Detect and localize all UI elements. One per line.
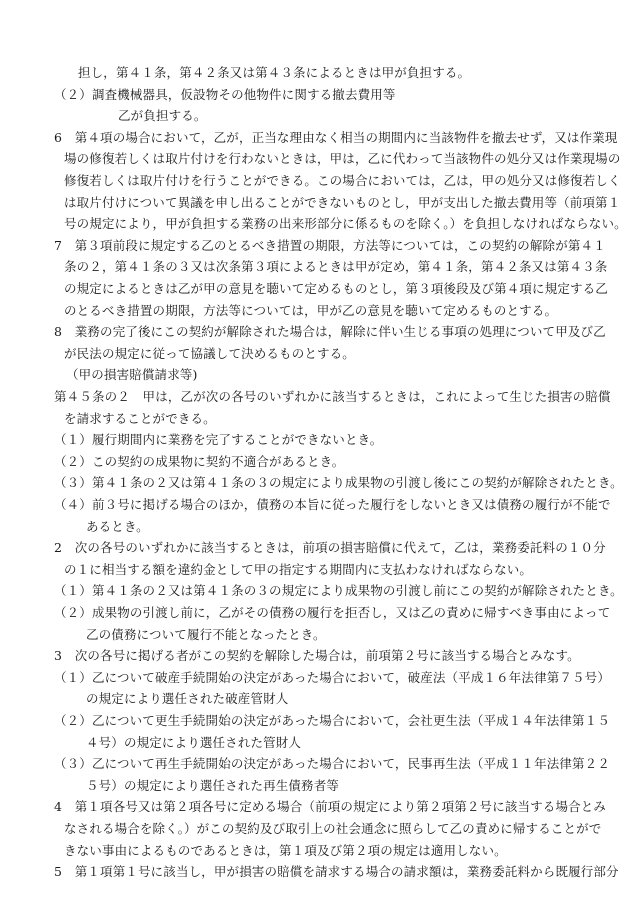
text-line: の１に相当する額を違約金として甲の指定する期間内に支払わなければならない。 (64, 561, 533, 577)
text-line: 2 次の各号のいずれかに該当するときは，前項の損害賠償に代えて，乙は，業務委託料の１０分 (54, 540, 606, 556)
text-line: 号の規定により，甲が負担する業務の出来形部分に係るものを除く。）を負担しなければならない。 (64, 216, 627, 232)
text-line: （１）履行期間内に業務を完了することができないとき。 (54, 432, 383, 448)
text-line: 7 第３項前段に規定する乙のとるべき措置の期限，方法等については，この契約の解除が第４１ (54, 237, 606, 253)
text-line: 6 第４項の場合において，乙が，正当な理由なく相当の期間内に当該物件を撤去せず，又は作業現 (54, 129, 618, 145)
text-line: （３）第４１条の２又は第４１条の３の規定により成果物の引渡し後にこの契約が解除されたとき。 (54, 475, 623, 491)
text-line: （２）成果物の引渡し前に，乙がその債務の履行を拒否し，又は乙の責めに帰すべき事由によって (54, 605, 611, 620)
text-line: ５号）の規定により選任された再生債務者等 (86, 777, 340, 793)
text-line: 5 第１項第１号に該当し，甲が損害の賠償を請求する場合の請求額は，業務委託料から既履行部分 (54, 864, 619, 880)
text-line: （２）乙について更生手続開始の決定があった場合において，会社更生法（平成１４年法律第１５ (54, 713, 610, 728)
article-heading: 第４５条の２ 甲は，乙が次の各号のいずれかに該当するときは，これによって生じた損害の賠償 (54, 389, 611, 404)
text-line: 乙が負担する。 (118, 108, 207, 124)
text-line: （１）第４１条の２又は第４１条の３の規定により成果物の引渡し前にこの契約が解除されたとき。 (54, 583, 623, 599)
text-line: なされる場合を除く。）がこの契約及び取引上の社会通念に照らして乙の責めに帰することがで (64, 821, 602, 836)
text-line: あるとき。 (86, 518, 149, 534)
text-line: 8 業務の完了後にこの契約が解除された場合は，解除に伴い生じる事項の処理について甲及び乙 (54, 324, 606, 340)
text-line: のとるべき措置の期限，方法等については，甲が乙の意見を聴いて定めるものとする。 (64, 302, 558, 318)
text-line: 3 次の各号に掲げる者がこの契約を解除した場合は，前項第２号に該当する場合とみなす。 (54, 648, 580, 664)
text-line: が民法の規定に従って協議して決めるものとする。 (64, 345, 355, 361)
text-line: の規定によるときは乙が甲の意見を聴いて定めるものとし，第３項後段及び第４項に規定する乙 (64, 281, 608, 296)
text-line: は取片付けについて異議を申し出ることができないものとし，甲が支出した撤去費用等（前項第１ (64, 194, 621, 210)
text-line: きない事由によるものであるときは，第１項及び第２項の規定は適用しない。 (64, 842, 507, 858)
text-line: （４）前３号に掲げる場合のほか，債務の本旨に従った履行をしないとき又は債務の履行が不能で (54, 497, 611, 512)
text-line: （２）この契約の成果物に契約不適合があるとき。 (54, 453, 345, 469)
text-line: 4 第１項各号又は第２項各号に定める場合（前項の規定により第２項第２号に該当する場合とみ (54, 799, 607, 815)
text-line: 場の修復若しくは取片付けを行わないときは，甲は，乙に代わって当該物件の処分又は作業現場の (64, 151, 621, 167)
text-line: 条の２，第４１条の３又は次条第３項によるときは甲が定め，第４１条，第４２条又は第４３条 (64, 259, 608, 275)
text-line: （１）乙について破産手続開始の決定があった場合において，破産法（平成１６年法律第７５号） (54, 669, 610, 685)
text-line: を請求することができる。 (64, 410, 216, 426)
text-line: （３）乙について再生手続開始の決定があった場合において，民事再生法（平成１１年法律第２２ (54, 756, 610, 772)
text-line: の規定により選任された破産管財人 (86, 691, 289, 707)
section-heading: （甲の損害賠償請求等) (66, 367, 198, 383)
text-line: ４号）の規定により選任された管財人 (86, 734, 302, 750)
text-line: 担し，第４１条，第４２条又は第４３条によるときは甲が負担する。 (78, 65, 471, 80)
text-line: 修復若しくは取片付けを行うことができる。この場合においては，乙は，甲の処分又は修復若しく (64, 173, 621, 188)
text-line: （２）調査機械器具，仮設物その他物件に関する撤去費用等 (54, 86, 396, 102)
text-line: 乙の債務について履行不能となったとき。 (86, 626, 326, 642)
